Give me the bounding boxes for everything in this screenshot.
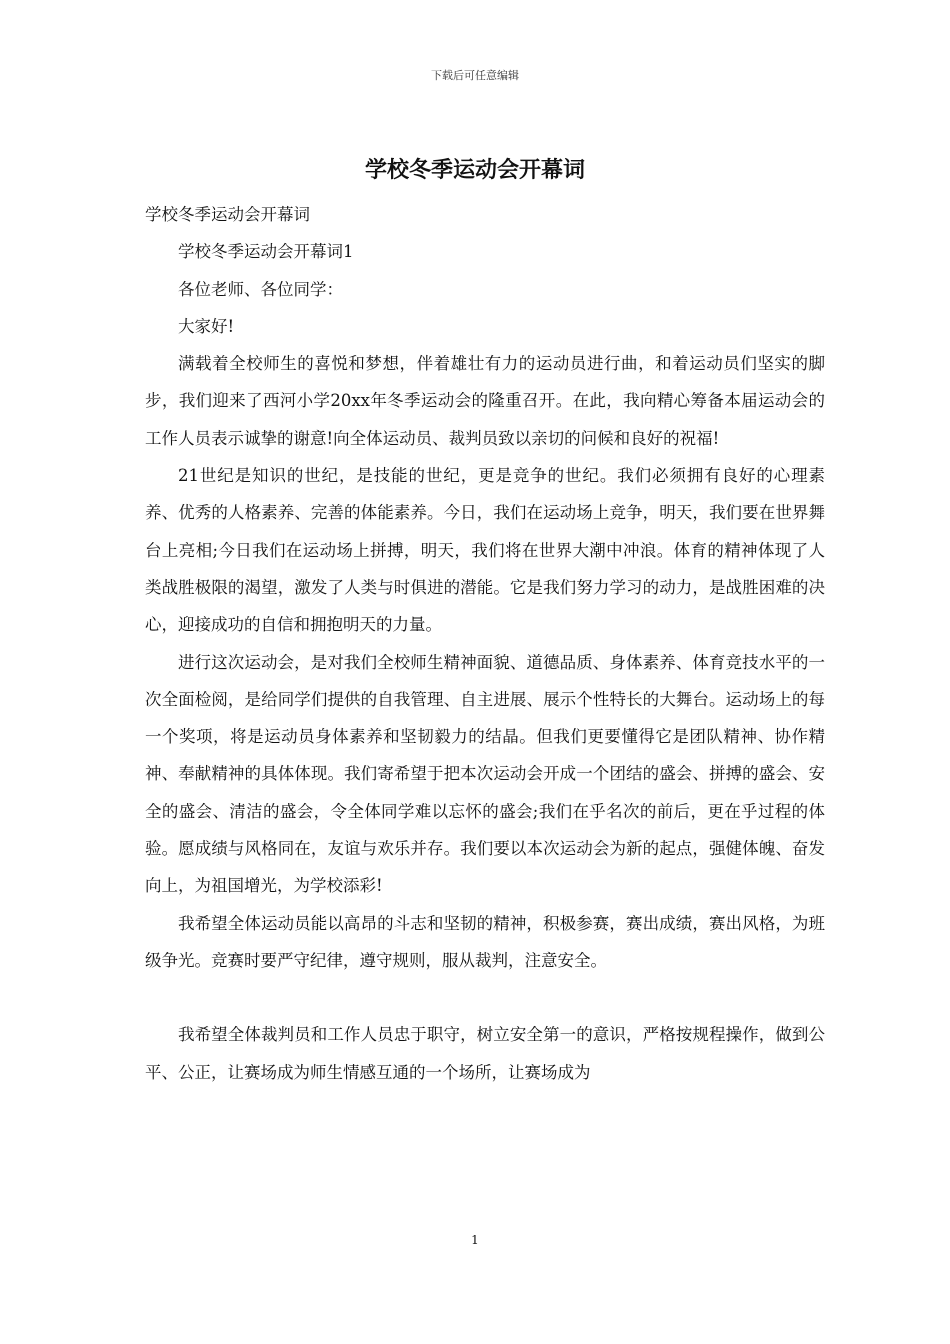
paragraph: 21世纪是知识的世纪，是技能的世纪，更是竞争的世纪。我们必须拥有良好的心理素养、优秀的人格素养、完善的体能素养。今日，我们在运动场上竞争，明天，我们要在世界舞台上亮相;今日我们在运动场上拼搏，明天，我们将在世界大潮中冲浪。体育的精神体现了人类战胜极限的渴望，激发了人类与时俱进的潜能。它是我们努力学习的动力，是战胜困难的决心，迎接成功的自信和拥抱明天的力量。 — [145, 466, 825, 635]
paragraph: 满载着全校师生的喜悦和梦想，伴着雄壮有力的运动员进行曲，和着运动员们坚实的脚步，我们迎来了西河小学20xx年冬季运动会的隆重召开。在此，我向精心筹备本届运动会的工作人员表示诚挚的谢意!向全体运动员、裁判员致以亲切的问候和良好的祝福! — [145, 354, 825, 448]
paragraph: 我希望全体运动员能以高昂的斗志和坚韧的精神，积极参赛，赛出成绩，赛出风格，为班级争光。竞赛时要严守纪律，遵守规则，服从裁判，注意安全。 — [145, 913, 825, 970]
paragraph: 我希望全体裁判员和工作人员忠于职守，树立安全第一的意识，严格按规程操作，做到公平、公正，让赛场成为师生情感互通的一个场所，让赛场成为 — [145, 1025, 825, 1082]
document-title: 学校冬季运动会开幕词 — [364, 158, 585, 183]
paragraph: 进行这次运动会，是对我们全校师生精神面貌、道德品质、身体素养、体育竞技水平的一次全面检阅，是给同学们提供的自我管理、自主进展、展示个性特长的大舞台。运动场上的每一个奖项，将是运动员身体素养和坚韧毅力的结晶。但我们更要懂得它是团队精神、协作精神、奉献精神的具体体现。我们寄希望于把本次运动会开成一个团结的盛会、拼搏的盛会、安全的盛会、清洁的盛会，令全体同学难以忘怀的盛会;我们在乎名次的前后，更在乎过程的体验。愿成绩与风格同在，友谊与欢乐并存。我们要以本次运动会为新的起点，强健体魄、奋发向上，为祖国增光，为学校添彩! — [145, 652, 825, 896]
page-number: 1 — [471, 1233, 479, 1247]
section-heading: 学校冬季运动会开幕词1 — [178, 242, 354, 262]
greeting: 大家好! — [178, 316, 235, 336]
document-subtitle: 学校冬季运动会开幕词 — [145, 205, 310, 224]
document-body — [145, 196, 825, 1091]
salutation: 各位老师、各位同学： — [178, 279, 343, 299]
header-note: 下载后可任意编辑 — [431, 69, 519, 82]
